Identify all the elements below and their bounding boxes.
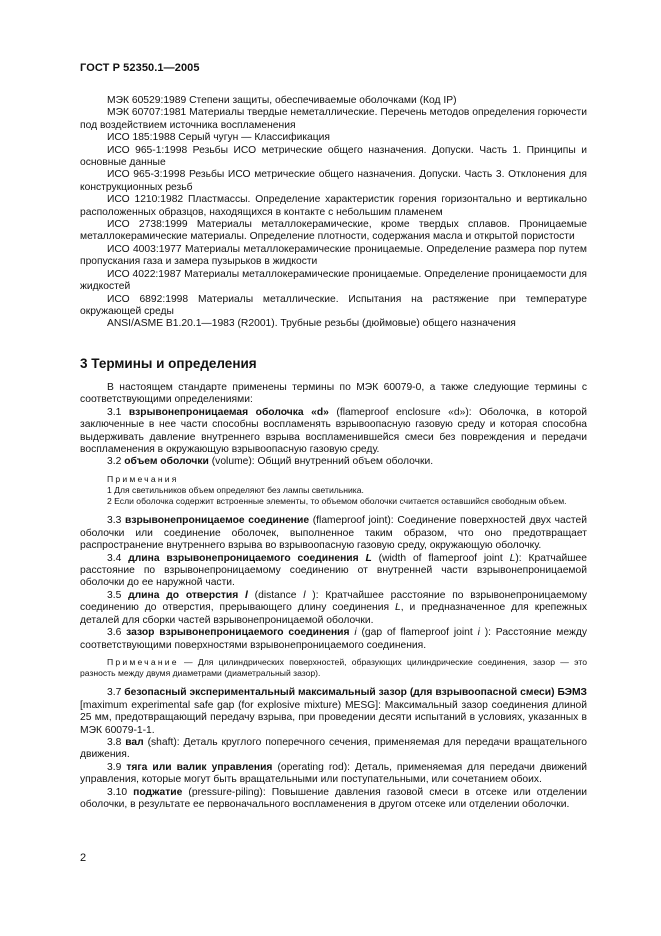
definition-3-6: 3.6 зазор взрывонепроницаемого соединения i (gap of flameproof joint i ): Расстояние между соответствующими поверхностями взрывонепроницаемого соединения.	[80, 627, 587, 651]
definition-3-2: 3.2 объем оболочки (volume): Общий внутренний объем оболочки.	[107, 456, 434, 468]
term: поджатие	[133, 786, 183, 798]
note-3-6: Примечание — Для цилиндрических поверхностей, образующих цилиндрические соединения, зазор — это разность между двумя диаметрами (диаметральный зазор).	[80, 656, 587, 679]
term: длина до отверстия	[128, 589, 239, 601]
definition-3-10: 3.10 поджатие (pressure-piling): Повышение давления газовой смеси в отсеке или отделении оболочки, в результате ее первоначального воспламенения в другом отсеке или отделении оболочки.	[80, 786, 587, 810]
reference-item: ИСО 2738:1999 Материалы металлокерамические, кроме твердых сплавов. Проницаемые металлокерамические материалы. Определение плотности, содержания масла и открытой пористости	[80, 219, 587, 243]
definition-3-4: 3.4 длина взрывонепроницаемого соединения L (width of flameproof joint L): Кратчайшее расстояние по взрывонепроницаемому соединению от внутренней части взрывонепроницаемой оболочки до ее наружной части.	[80, 552, 587, 589]
definition-3-5: 3.5 длина до отверстия l (distance l ): Кратчайшее расстояние по взрывонепроницаемому соединению до отверстия, прерывающего длину соединения L, и предназначенное для крепежных деталей для сборки частей взрывонепроницаемой оболочки.	[80, 589, 587, 626]
notes-label: Примечания	[107, 473, 179, 484]
reference-item: ИСО 965-3:1998 Резьбы ИСО метрические общего назначения. Допуски. Часть 3. Отклонения для конструкционных резьб	[80, 169, 587, 193]
definition-3-9: 3.9 тяга или валик управления (operating rod): Деталь, применяемая для передачи движений управления, которые могут быть вращательными или поступательными, или сочетанием обоих.	[80, 761, 587, 786]
reference-item: ИСО 4003:1977 Материалы металлокерамические проницаемые. Определение размера пор путем пропускания газа и замера пузырьков в жидкости	[80, 243, 587, 268]
note-item: 2 Если оболочка содержит встроенные элементы, то объемом оболочки считается оставшийся свободным объем.	[107, 496, 567, 507]
term: взрывонепроницаемое соединение	[125, 515, 310, 527]
term: взрывонепроницаемая оболочка «d»	[128, 406, 329, 418]
term: длина взрывонепроницаемого соединения	[128, 552, 359, 564]
term: тяга или валик управления	[126, 761, 273, 773]
reference-item: ИСО 965-1:1998 Резьбы ИСО метрические общего назначения. Допуски. Часть 1. Принципы и основные данные	[80, 144, 587, 169]
definition-3-7: 3.7 безопасный экспериментальный максимальный зазор (для взрывоопасной смеси) БЭМЗ [maximum experimental safe gap (for explosive mixture) MESG]: Максимальный зазор соединения длиной 25 мм, предотвращающий передачу взрыва, при проведении десяти испытаний в условиях, указанных в МЭК 60079-1-1.	[80, 687, 587, 736]
page-number: 2	[80, 852, 87, 864]
reference-item: МЭК 60529:1989 Степени защиты, обеспечиваемые оболочками (Код IP)	[107, 95, 457, 106]
term: безопасный экспериментальный максимальный зазор (для взрывоопасной смеси) БЭМЗ	[124, 687, 587, 699]
reference-item: МЭК 60707:1981 Материалы твердые неметаллические. Перечень методов определения горючести под воздействием источника воспламенения	[80, 107, 587, 131]
term: вал	[125, 736, 144, 748]
document-header: ГОСТ Р 52350.1—2005	[80, 62, 200, 74]
definition-3-3: 3.3 взрывонепроницаемое соединение (flameproof joint): Соединение поверхностей двух частей оболочки или соединение оболочек, выполненное таким образом, что оно предотвращает распространение внутреннего взрыва во взрывоопасную газовую среду, окружающую оболочку.	[80, 515, 587, 552]
reference-item: ИСО 1210:1982 Пластмассы. Определение характеристик горения горизонтально и вертикально расположенных образцов, находящихся в контакте с небольшим пламенем	[80, 194, 587, 218]
term: зазор взрывонепроницаемого соединения	[126, 627, 350, 639]
section-title: 3 Термины и определения	[80, 356, 257, 371]
reference-item: ИСО 6892:1998 Материалы металлические. Испытания на растяжение при температуре окружающей среды	[80, 293, 587, 317]
reference-item: ИСО 4022:1987 Материалы металлокерамические проницаемые. Определение проницаемости для жидкостей	[80, 268, 587, 293]
definitions	[80, 382, 587, 811]
normative-references	[80, 95, 587, 331]
definition-3-1: 3.1 взрывонепроницаемая оболочка «d» (flameproof enclosure «d»): Оболочка, в которой заключенные в нее части способны воспламенять взрывоопасную газовую среду и которая способна выдерживать давление внутреннего взрыва воспламенившейся смеси без повреждения и передачи воспламенения в окружающую взрывоопасную газовую среду.	[80, 406, 587, 456]
definition-3-8: 3.8 вал (shaft): Деталь круглого поперечного сечения, применяемая для передачи вращательного движения.	[80, 736, 587, 761]
reference-item: ANSI/ASME B1.20.1—1983 (R2001). Трубные резьбы (дюймовые) общего назначения	[107, 318, 516, 330]
reference-item: ИСО 185:1988 Серый чугун — Классификация	[107, 132, 331, 144]
note-item: 1 Для светильников объем определяют без лампы светильника.	[107, 485, 364, 496]
section-intro: В настоящем стандарте применены термины по МЭК 60079-0, а также следующие термины с соответствующими определениями:	[80, 382, 587, 406]
term: объем оболочки	[124, 456, 209, 468]
